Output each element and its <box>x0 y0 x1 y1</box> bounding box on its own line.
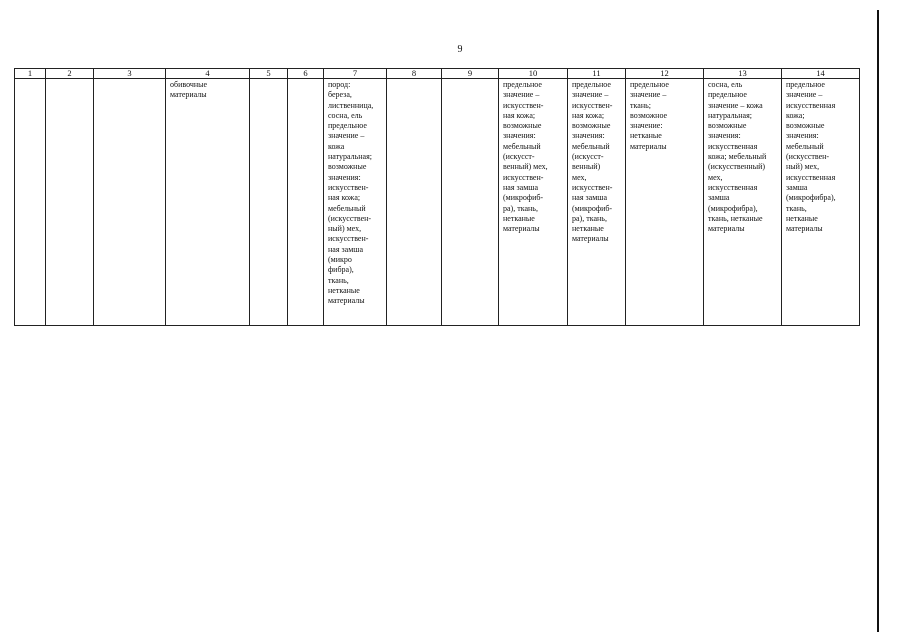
cell-text-line: нетканые <box>503 213 535 223</box>
cell-text-line: значение – <box>572 90 609 100</box>
column-header: 6 <box>288 69 324 79</box>
cell-text-line: пород: <box>328 80 351 89</box>
specification-table <box>14 68 860 326</box>
cell-text-line: (искусствен- <box>328 213 372 223</box>
cell-text-line: мебельный <box>572 141 610 151</box>
column-header: 5 <box>250 69 288 79</box>
cell-text-line: венный) <box>572 162 601 172</box>
cell-text-line: значение – кожа <box>708 100 763 110</box>
column-header: 8 <box>387 69 442 79</box>
table-cell <box>568 79 626 326</box>
table-cell <box>499 79 568 326</box>
cell-text-line: искусственная <box>708 182 758 192</box>
table-cell <box>442 79 499 326</box>
cell-text-line: возможные <box>328 162 367 172</box>
column-header: 7 <box>324 69 387 79</box>
cell-text-line: предельное <box>630 80 669 89</box>
cell-text-line: предельное <box>503 80 542 89</box>
cell-text-line: значения: <box>708 131 741 141</box>
cell-text-line: (искусст- <box>572 152 604 162</box>
cell-text-line: возможное <box>630 110 668 120</box>
cell-text-line: кожа; <box>786 110 805 120</box>
table-cell <box>46 79 94 326</box>
cell-text-line: значения: <box>503 131 536 141</box>
cell-text-line: (искусст- <box>503 152 535 162</box>
cell-text-line: предельное <box>572 80 611 89</box>
table-cell <box>626 79 704 326</box>
cell-text-line: кожа <box>328 141 345 151</box>
cell-text-line: значение – <box>786 90 823 100</box>
cell-text-line: значение: <box>630 121 663 131</box>
column-header: 4 <box>166 69 250 79</box>
cell-text-line: кожа; мебельный <box>708 152 767 162</box>
cell-text-line: искусствен- <box>572 182 613 192</box>
cell-text-line: (микро <box>328 255 352 265</box>
column-header: 10 <box>499 69 568 79</box>
cell-text-line: ная замша <box>503 182 538 192</box>
cell-text-line: ный) мех, <box>786 162 820 172</box>
cell-text-line: искусственная <box>786 100 836 110</box>
cell-text-line: нетканые <box>572 224 604 234</box>
cell-text-line: материалы <box>708 224 745 234</box>
cell-text-line: нетканые <box>786 213 818 223</box>
cell-text-line: натуральная; <box>708 110 753 120</box>
header-row <box>15 69 860 79</box>
cell-text-line: ная замша <box>572 193 607 203</box>
cell-text-line: (микрофиб- <box>572 203 613 213</box>
cell-text-line: нетканые <box>630 131 662 141</box>
cell-text-line: искусствен- <box>328 234 369 244</box>
cell-text-line: венный) мех, <box>503 162 548 172</box>
cell-text-line: нетканые <box>328 285 360 295</box>
cell-text-line: береза, <box>328 90 352 100</box>
cell-text-line: ный) мех, <box>328 224 362 234</box>
cell-text-line: значение – <box>630 90 667 100</box>
cell-text-line: (микрофиб- <box>503 193 544 203</box>
column-header: 12 <box>626 69 704 79</box>
cell-text-line: обивочные <box>170 80 208 89</box>
cell-text-line: ткань, <box>786 203 807 213</box>
cell-text-line: мебельный <box>328 203 366 213</box>
cell-text-line: фибра), <box>328 265 354 275</box>
table-cell <box>94 79 166 326</box>
column-header: 1 <box>15 69 46 79</box>
table-cell <box>15 79 46 326</box>
table-cell <box>250 79 288 326</box>
cell-text-line: предельное <box>786 80 825 89</box>
cell-text-line: ная кожа; <box>328 193 361 203</box>
cell-text-line: значение – <box>503 90 540 100</box>
cell-text-line: мех, <box>708 172 723 182</box>
cell-text-line: сосна, ель <box>708 80 743 89</box>
cell-text-line: материалы <box>630 141 667 151</box>
cell-text-line: ная кожа; <box>572 110 605 120</box>
cell-text-line: возможные <box>786 121 825 131</box>
table-cell <box>166 79 250 326</box>
cell-text-line: лиственница, <box>328 100 374 110</box>
cell-text-line: искусственная <box>786 172 836 182</box>
cell-text-line: мебельный <box>786 141 824 151</box>
cell-text-line: материалы <box>572 234 609 244</box>
cell-text-line: искусствен- <box>572 100 613 110</box>
cell-text-line: значения: <box>572 131 605 141</box>
column-header: 11 <box>568 69 626 79</box>
cell-text-line: ткань; <box>630 100 651 110</box>
cell-text-line: ткань, <box>328 275 349 285</box>
table-row <box>15 79 860 326</box>
cell-text-line: замша <box>708 193 730 203</box>
column-header: 13 <box>704 69 782 79</box>
cell-text-line: искусственная <box>708 141 758 151</box>
column-header: 9 <box>442 69 499 79</box>
cell-text-line: (микрофибра), <box>708 203 758 213</box>
cell-text-line: возможные <box>708 121 747 131</box>
cell-text-line: возможные <box>503 121 542 131</box>
cell-text-line: мебельный <box>503 141 541 151</box>
column-header: 14 <box>782 69 860 79</box>
cell-text-line: значения: <box>328 172 361 182</box>
cell-text-line: материалы <box>170 90 207 100</box>
cell-text-line: значение – <box>328 131 365 141</box>
table-cell <box>324 79 387 326</box>
cell-text-line: (искусственный) <box>708 162 766 172</box>
cell-text-line: ная замша <box>328 244 363 254</box>
page-number: 9 <box>457 44 463 55</box>
cell-text-line: материалы <box>503 224 540 234</box>
cell-text-line: значения: <box>786 131 819 141</box>
cell-text-line: ра), ткань, <box>572 213 607 223</box>
cell-text-line: ная кожа; <box>503 110 536 120</box>
cell-text-line: натуральная; <box>328 152 373 162</box>
table-cell <box>704 79 782 326</box>
table-cell <box>288 79 324 326</box>
cell-text-line: искусствен- <box>503 100 544 110</box>
cell-text-line: сосна, ель <box>328 110 363 120</box>
column-header: 2 <box>46 69 94 79</box>
cell-text-line: возможные <box>572 121 611 131</box>
table-cell <box>782 79 860 326</box>
cell-text-line: искусствен- <box>328 182 369 192</box>
cell-text-line: материалы <box>786 224 823 234</box>
column-header: 3 <box>94 69 166 79</box>
cell-text-line: материалы <box>328 296 365 306</box>
cell-text-line: замша <box>786 182 808 192</box>
table-cell <box>387 79 442 326</box>
cell-text-line: ткань, нетканые <box>708 213 763 223</box>
margin-rule <box>877 10 879 632</box>
cell-text-line: мех, <box>572 172 587 182</box>
cell-text-line: предельное <box>328 121 367 131</box>
cell-text-line: (искусствен- <box>786 152 830 162</box>
cell-text-line: ра), ткань, <box>503 203 538 213</box>
cell-text-line: (микрофибра), <box>786 193 836 203</box>
cell-text-line: предельное <box>708 90 747 100</box>
cell-text-line: искусствен- <box>503 172 544 182</box>
